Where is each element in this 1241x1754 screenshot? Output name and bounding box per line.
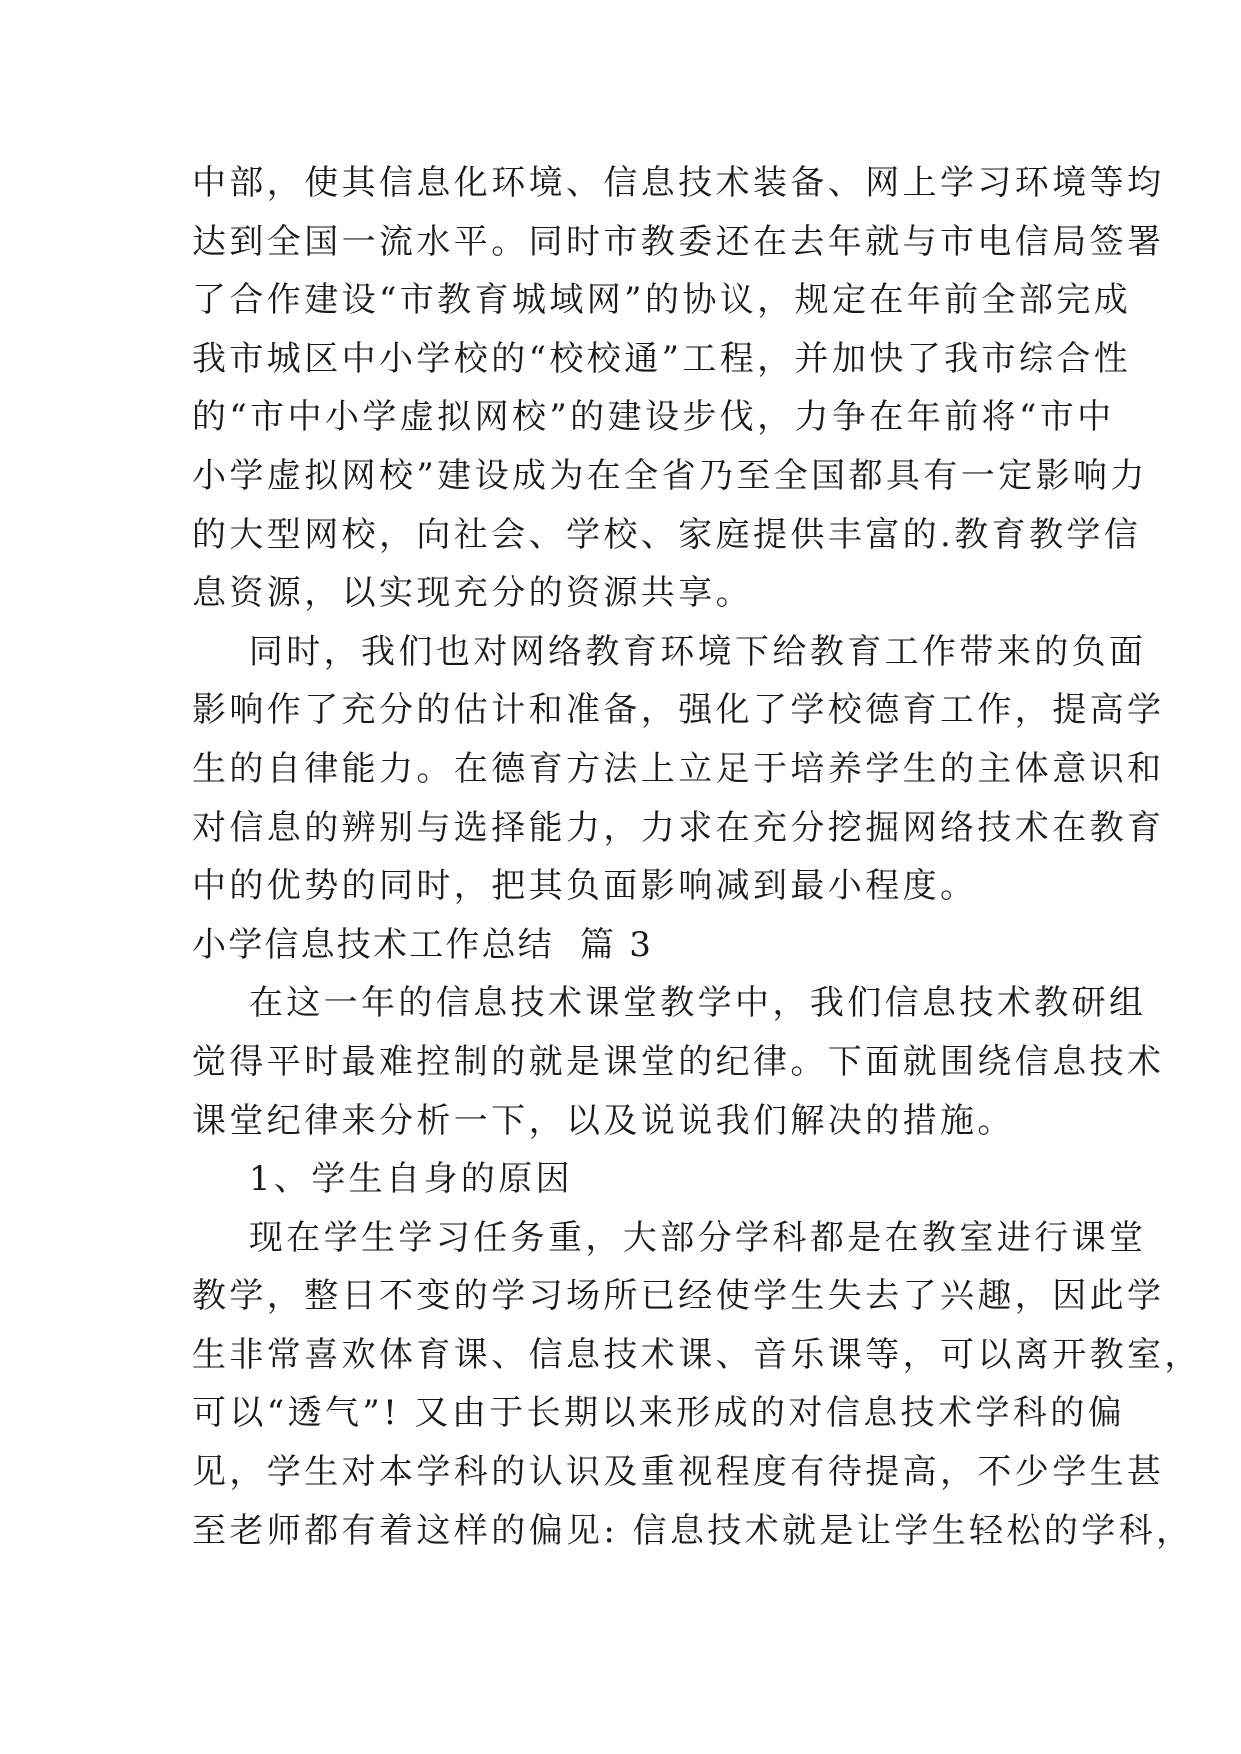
text-line: 小学虚拟网校”建设成为在全省乃至全国都具有一定影响力: [192, 455, 1148, 496]
text-line: 可以“透气”! 又由于长期以来形成的对信息技术学科的偏: [192, 1393, 1126, 1434]
body-text: [192, 154, 1202, 1560]
text-line: 生非常喜欢体育课、信息技术课、音乐课等，可以离开教室，: [192, 1334, 1202, 1375]
subheading-line: 1、学生自身的原因: [192, 1159, 574, 1200]
text-line: 达到全国一流水平。同时市教委还在去年就与市电信局签署: [192, 221, 1165, 262]
text-line: 现在学生学习任务重，大部分学科都是在教室进行课堂: [192, 1217, 1147, 1258]
text-line: 在这一年的信息技术课堂教学中，我们信息技术教研组: [192, 983, 1147, 1024]
text-line: 中部，使其信息化环境、信息技术装备、网上学习环境等均: [192, 163, 1165, 203]
text-line: 同时，我们也对网络教育环境下给教育工作带来的负面: [192, 631, 1147, 672]
text-line: 的“市中小学虚拟网校”的建设步伐，力争在年前将“市中: [192, 397, 1115, 438]
text-line: 息资源，以实现充分的资源共享。: [192, 573, 753, 614]
text-line: 至老师都有着这样的偏见: 信息技术就是让学生轻松的学科，: [192, 1510, 1194, 1551]
text-line: 的大型网校，向社会、学校、家庭提供丰富的.教育教学信: [192, 514, 1142, 555]
text-line: 影响作了充分的估计和准备，强化了学校德育工作，提高学: [192, 690, 1165, 731]
section-heading: 小学信息技术工作总结 篇 3: [192, 924, 654, 965]
text-line: 对信息的辨别与选择能力，力求在充分挖掘网络技术在教育: [192, 807, 1165, 848]
text-line: 教学，整日不变的学习场所已经使学生失去了兴趣，因此学: [192, 1276, 1165, 1317]
text-line: 生的自律能力。在德育方法上立足于培养学生的主体意识和: [192, 748, 1165, 789]
text-line: 觉得平时最难控制的就是课堂的纪律。下面就围绕信息技术: [192, 1041, 1165, 1082]
text-line: 课堂纪律来分析一下，以及说说我们解决的措施。: [192, 1100, 1015, 1141]
text-line: 中的优势的同时，把其负面影响减到最小程度。: [192, 866, 978, 907]
text-line: 了合作建设“市教育城域网”的协议，规定在年前全部完成: [192, 280, 1132, 321]
text-line: 我市城区中小学校的“校校通”工程，并加快了我市综合性: [192, 338, 1132, 379]
text-line: 见，学生对本学科的认识及重视程度有待提高，不少学生甚: [192, 1452, 1165, 1493]
